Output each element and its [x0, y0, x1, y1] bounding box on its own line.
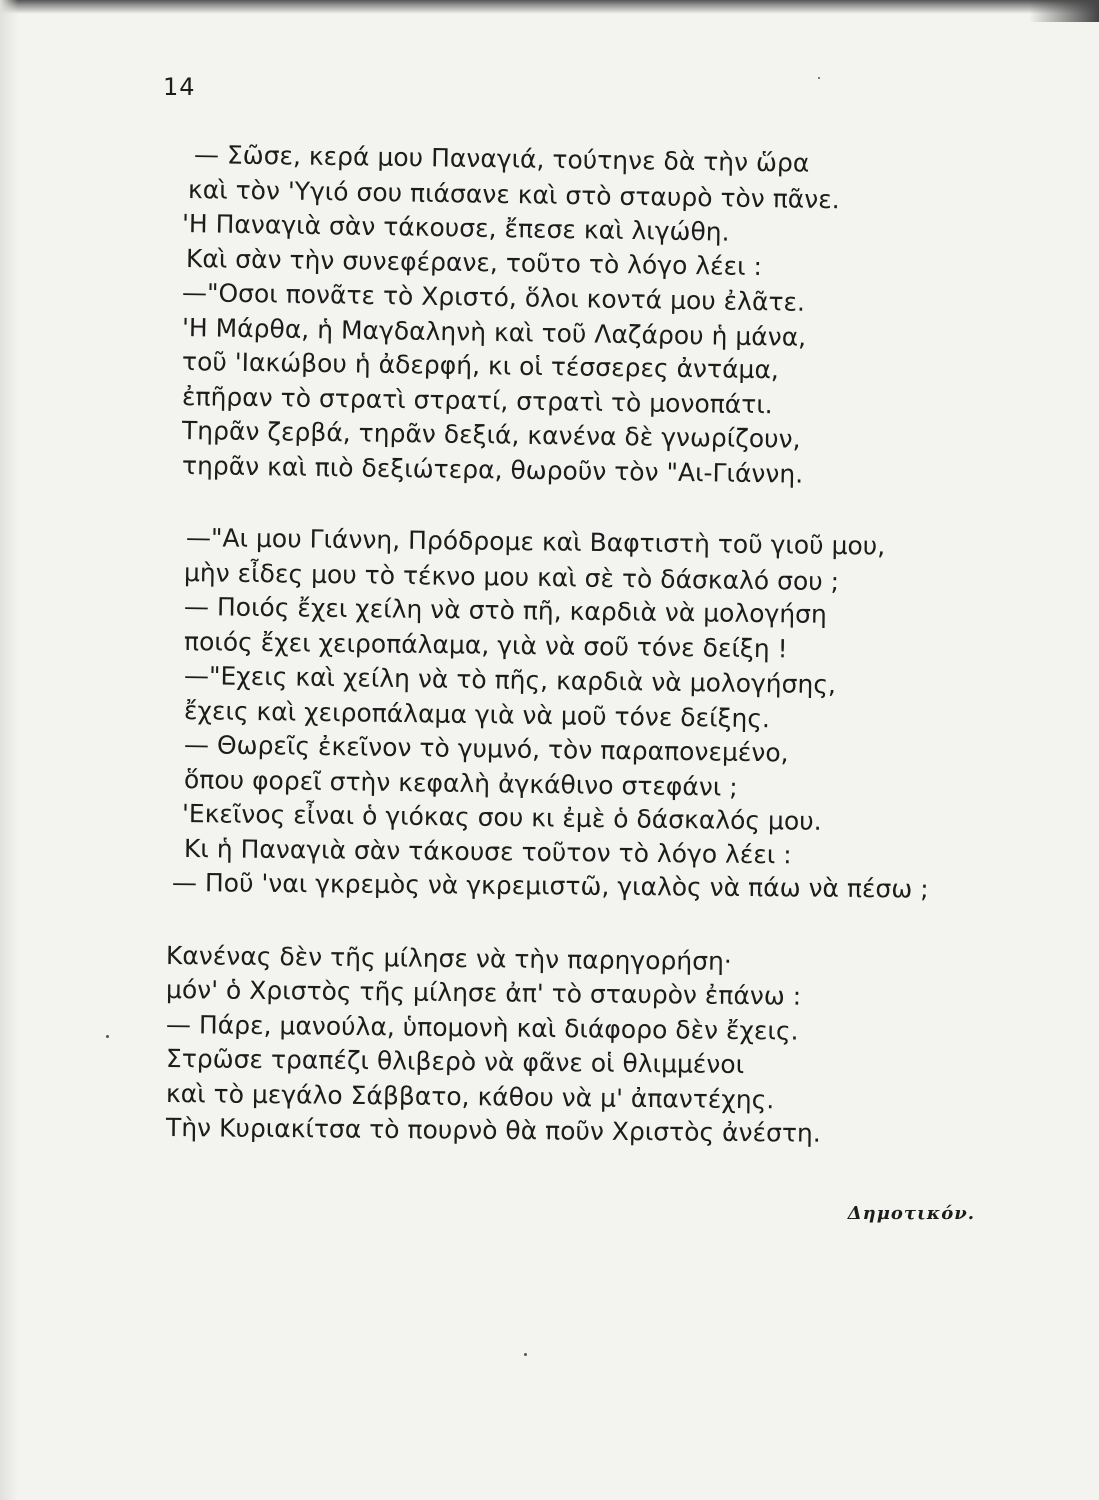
poem-line: ἔχεις καὶ χειροπάλαμα γιὰ νὰ μοῦ τόνε δείξης. — [183, 695, 771, 733]
stanza-1 — [158, 138, 988, 489]
scan-corner-shadow — [1029, 0, 1099, 22]
scan-speck — [818, 77, 820, 79]
scan-left-edge — [0, 0, 18, 1500]
poem-line: Κανένας δὲν τῆς μίλησε νὰ τὴν παρηγορήση· — [165, 940, 732, 976]
attribution: Δημοτικόν. — [847, 1203, 975, 1224]
poem-line: μόν' ὁ Χριστὸς τῆς μίλησε ἀπ' τὸ σταυρὸν ἐπάνω : — [165, 975, 802, 1011]
poem-line: —"Αι μου Γιάννη, Πρόδρομε καὶ Βαφτιστὴ τοῦ γιοῦ μου, — [185, 523, 886, 561]
page-number: 14 — [163, 73, 196, 101]
poem-line: Κι ἡ Παναγιὰ σὰν τάκουσε τοῦτον τὸ λόγο λέει : — [183, 833, 792, 869]
poem-line: τοῦ 'Ιακώβου ἡ ἀδερφή, κι οἱ τέσσερες ἀντάμα, — [181, 347, 780, 385]
poem-line: 'Η Παναγιὰ σὰν τάκουσε, ἔπεσε καὶ λιγώθη. — [181, 209, 730, 247]
poem-line: — Ποιός ἔχει χείλη νὰ στὸ πῆ, καρδιὰ νὰ μολογήση — [183, 592, 828, 629]
poem-line: ποιός ἔχει χειροπάλαμα, γιὰ νὰ σοῦ τόνε δείξη ! — [183, 626, 788, 663]
poem-line: 'Η Μάρθα, ἡ Μαγδαληνὴ καὶ τοῦ Λαζάρου ἡ μάνα, — [181, 312, 807, 352]
poem-line: — Σῶσε, κερά μου Παναγιά, τούτηνε δὰ τὴν ὥρα — [193, 140, 810, 178]
poem-line: ὅπου φορεῖ στὴν κεφαλὴ ἀγκάθινο στεφάνι ; — [183, 764, 738, 802]
poem — [158, 138, 988, 1146]
scan-speck — [106, 1035, 109, 1038]
stanza-2 — [158, 521, 988, 904]
poem-line: 'Εκεῖνος εἶναι ὁ γιόκας σου κι ἐμὲ ὁ δάσκαλός μου. — [181, 799, 822, 836]
poem-line: —"Εχεις καὶ χείλη νὰ τὸ πῆς, καρδιὰ νὰ μολογήσης, — [183, 661, 837, 700]
poem-line: τηρᾶν καὶ πιὸ δεξιώτερα, θωροῦν τὸν "Αι-Γιάννη. — [181, 450, 804, 489]
poem-line: —"Οσοι πονᾶτε τὸ Χριστό, ὅλοι κοντά μου ἐλᾶτε. — [181, 278, 806, 317]
poem-line: μὴν εἶδες μου τὸ τέκνο μου καὶ σὲ τὸ δάσκαλό σου ; — [183, 557, 840, 596]
poem-line: ἐπῆραν τὸ στρατὶ στρατί, στρατὶ τὸ μονοπάτι. — [181, 381, 773, 419]
poem-line: Τηρᾶν ζερβά, τηρᾶν δεξιά, κανένα δὲ γνωρίζουν, — [181, 416, 801, 454]
scan-speck — [524, 1353, 527, 1356]
poem-line: καὶ τὸ μεγάλο Σάββατο, κάθου νὰ μ' ἀπαντέχης. — [165, 1078, 775, 1114]
poem-line: — Θωρεῖς ἐκεῖνον τὸ γυμνό, τὸν παραπονεμένο, — [183, 730, 789, 768]
stanza-3 — [158, 939, 988, 1146]
poem-line: Τὴν Κυριακίτσα τὸ πουρνὸ θὰ ποῦν Χριστὸς ἀνέστη. — [165, 1113, 821, 1148]
scan-top-shadow — [0, 0, 1099, 14]
poem-line: Στρῶσε τραπέζι θλιβερὸ νὰ φᾶνε οἱ θλιμμένοι — [165, 1044, 745, 1080]
poem-line: καὶ τὸν 'Υγιό σου πιάσανε καὶ στὸ σταυρὸ τὸν πᾶνε. — [187, 174, 840, 214]
poem-line: — Ποῦ 'ναι γκρεμὸς νὰ γκρεμιστῶ, γιαλὸς νὰ πάω νὰ πέσω ; — [171, 868, 929, 904]
poem-line: — Πάρε, μανούλα, ὑπομονὴ καὶ διάφορο δὲν ἔχεις. — [165, 1009, 799, 1046]
poem-line: Καὶ σὰν τὴν συνεφέρανε, τοῦτο τὸ λόγο λέει : — [185, 243, 763, 281]
